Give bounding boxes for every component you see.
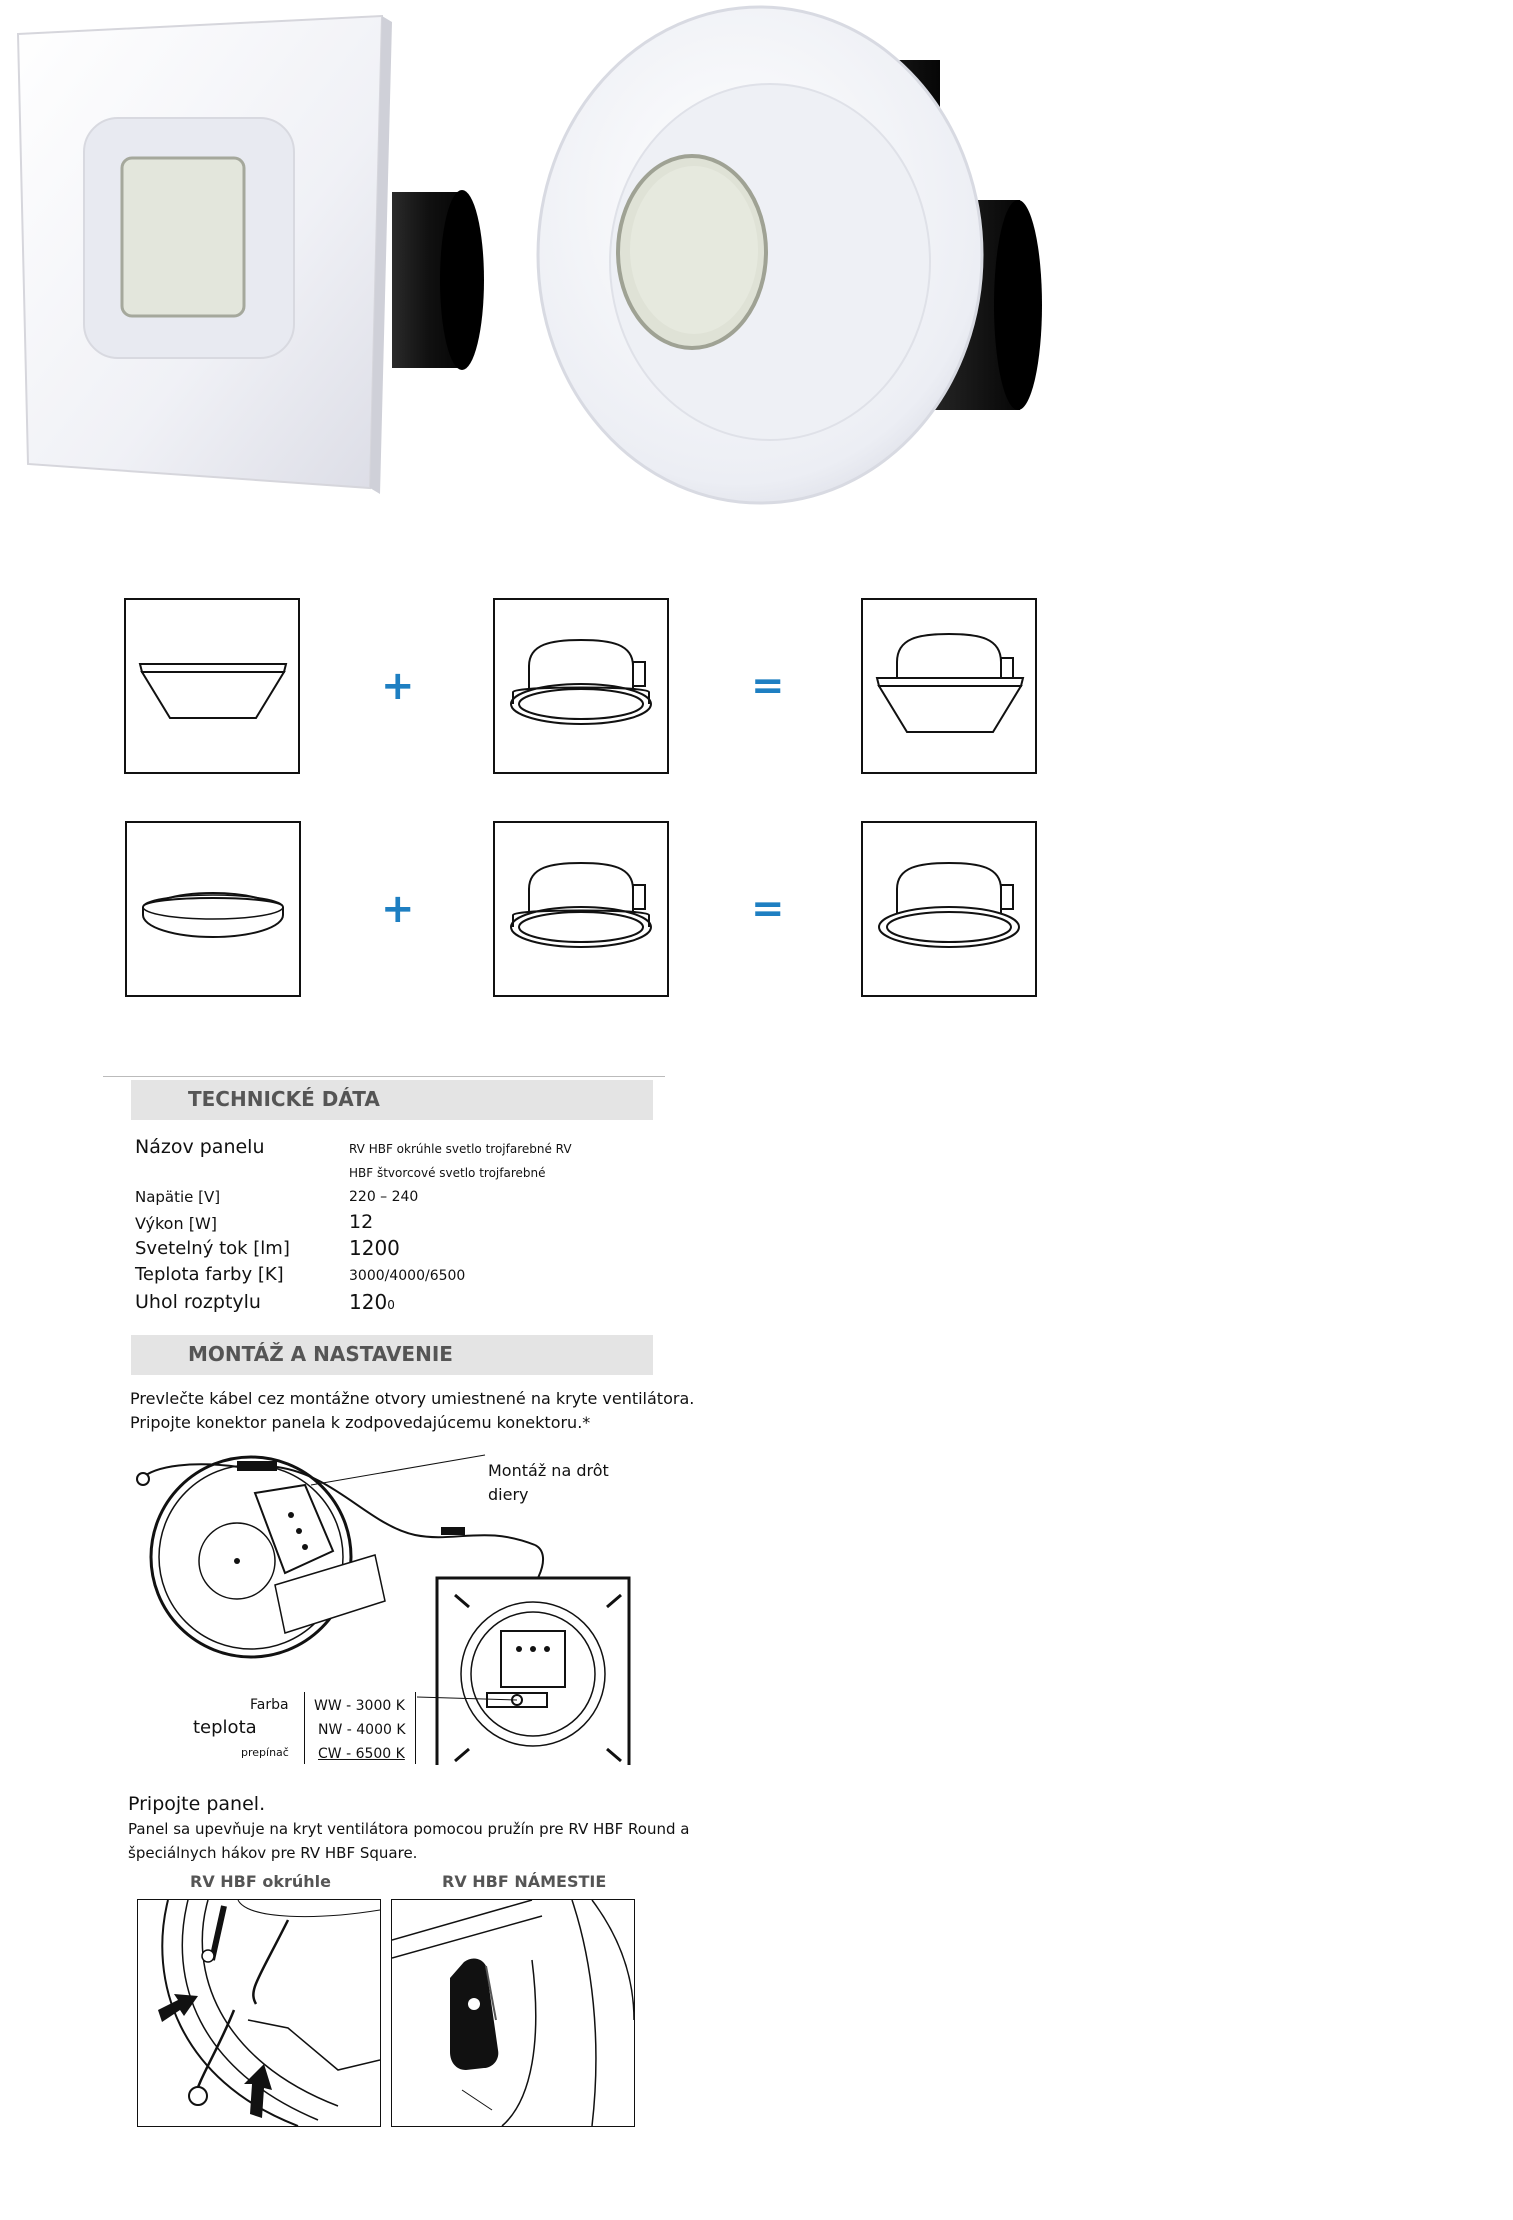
tech-heading-band bbox=[131, 1080, 653, 1120]
mount-paragraph-line-1: Prevlečte kábel cez montážne otvory umiestnené na kryte ventilátora. bbox=[130, 1389, 695, 1408]
diagram-round-panel bbox=[125, 821, 301, 997]
tech-label-color-temp: Teplota farby [K] bbox=[135, 1264, 284, 1285]
plus-sign: + bbox=[381, 886, 415, 932]
diagram-square-result bbox=[861, 598, 1037, 774]
beam-angle-number: 120 bbox=[349, 1290, 388, 1314]
panel-heading: Pripojte panel. bbox=[128, 1793, 266, 1815]
panel-paragraph-line-1: Panel sa upevňuje na kryt ventilátora pomocou pružín pre RV HBF Round a bbox=[128, 1820, 690, 1838]
tech-label-power: Výkon [W] bbox=[135, 1214, 217, 1233]
tech-heading: TECHNICKÉ DÁTA bbox=[188, 1087, 380, 1111]
tech-value-luminous-flux: 1200 bbox=[349, 1236, 400, 1260]
column-head-round: RV HBF okrúhle bbox=[190, 1872, 331, 1891]
beam-angle-degree: 0 bbox=[387, 1298, 395, 1312]
diagram-fan-housing bbox=[493, 598, 669, 774]
tech-value-voltage: 220 – 240 bbox=[349, 1189, 419, 1205]
switch-label-color: Farba bbox=[250, 1697, 289, 1713]
product-photo-square bbox=[0, 0, 500, 500]
tech-label-luminous-flux: Svetelný tok [lm] bbox=[135, 1238, 290, 1259]
tech-value-color-temp: 3000/4000/6500 bbox=[349, 1268, 466, 1284]
switch-label-selector: prepínač bbox=[241, 1746, 289, 1759]
tech-value-panel-name-1: RV HBF okrúhle svetlo trojfarebné RV bbox=[349, 1142, 572, 1156]
diagram-round-result bbox=[861, 821, 1037, 997]
column-head-square: RV HBF NÁMESTIE bbox=[442, 1872, 607, 1891]
product-photo-round bbox=[510, 0, 1070, 520]
panel-paragraph-line-2: špeciálnych hákov pre RV HBF Square. bbox=[128, 1844, 418, 1862]
switch-label-temperature: teplota bbox=[193, 1717, 257, 1738]
switch-option-ww: WW - 3000 K bbox=[314, 1698, 405, 1714]
switch-option-cw: CW - 6500 K bbox=[318, 1746, 405, 1762]
switch-option-nw: NW - 4000 K bbox=[318, 1722, 406, 1738]
callout-wire-holes-1: Montáž na drôt bbox=[488, 1461, 609, 1480]
tech-value-power: 12 bbox=[349, 1211, 374, 1233]
mount-paragraph-line-2: Pripojte konektor panela k zodpovedajúcemu konektoru.* bbox=[130, 1413, 591, 1432]
tech-label-panel-name: Názov panelu bbox=[135, 1136, 265, 1158]
diagram-square-panel bbox=[124, 598, 300, 774]
round-spring-illustration bbox=[137, 1899, 381, 2127]
tech-label-voltage: Napätie [V] bbox=[135, 1188, 221, 1206]
tech-value-beam-angle bbox=[349, 1290, 395, 1314]
plus-sign: + bbox=[381, 663, 415, 709]
mount-heading: MONTÁŽ A NASTAVENIE bbox=[188, 1342, 453, 1366]
tech-label-beam-angle: Uhol rozptylu bbox=[135, 1291, 261, 1313]
mount-heading-band bbox=[131, 1335, 653, 1375]
callout-wire-holes-2: diery bbox=[488, 1485, 529, 1504]
section-divider bbox=[103, 1076, 665, 1077]
tech-value-panel-name-2: HBF štvorcové svetlo trojfarebné bbox=[349, 1166, 546, 1180]
equals-sign: = bbox=[751, 886, 785, 932]
diagram-fan-housing bbox=[493, 821, 669, 997]
equals-sign: = bbox=[751, 663, 785, 709]
square-hook-illustration bbox=[391, 1899, 635, 2127]
